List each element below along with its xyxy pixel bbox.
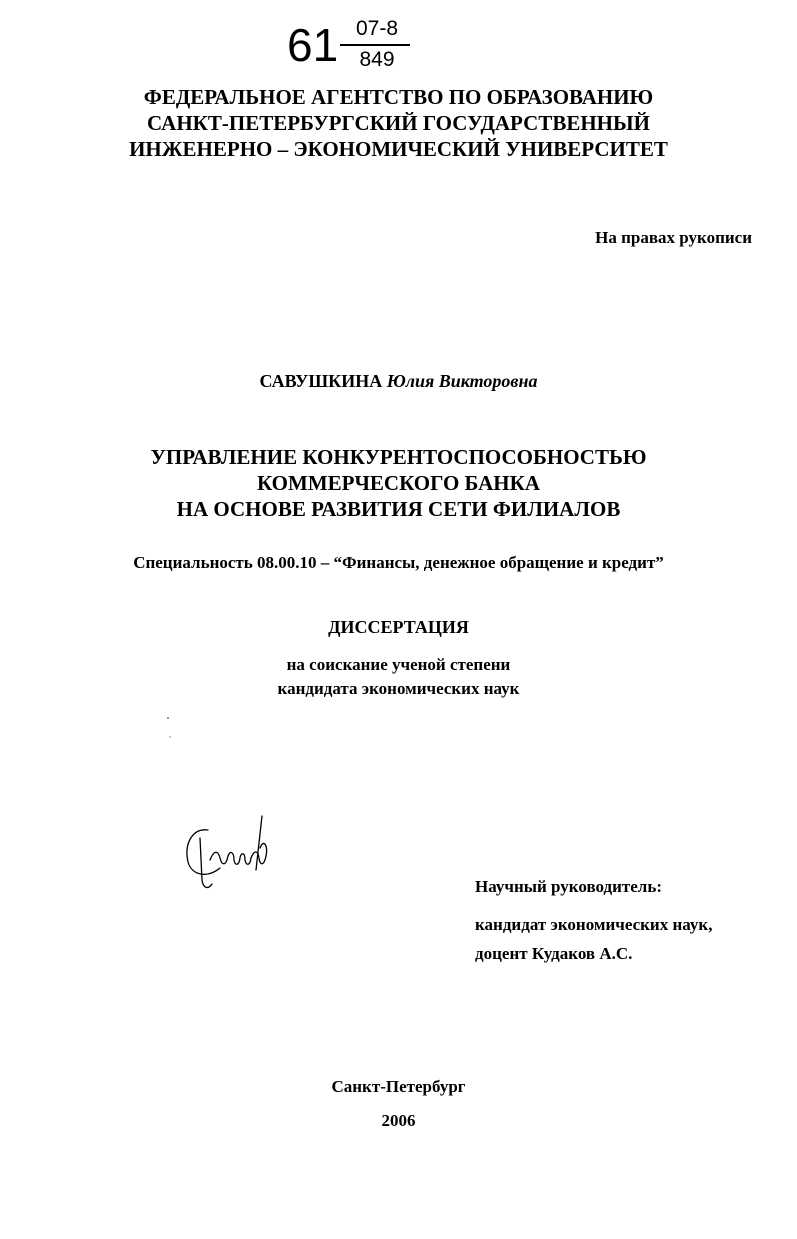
signature [178,810,278,895]
title-line-2: КОММЕРЧЕСКОГО БАНКА [256,471,541,495]
degree-line-2: кандидата экономических наук [277,679,520,698]
author-surname: САВУШКИНА [259,371,383,391]
degree-line-1: на соискание ученой степени [286,655,511,674]
institution-line-1: ФЕДЕРАЛЬНОЕ АГЕНТСТВО ПО ОБРАЗОВАНИЮ [143,85,654,109]
advisor-heading: Научный руководитель: [475,877,662,896]
catalog-fraction-bottom: 849 [359,48,395,71]
author-given-names: Юлия Викторовна [386,371,538,391]
institution-line-3: ИНЖЕНЕРНО – ЭКОНОМИЧЕСКИЙ УНИВЕРСИТЕТ [129,137,668,161]
institution-line-2: САНКТ-ПЕТЕРБУРГСКИЙ ГОСУДАРСТВЕННЫЙ [147,111,650,135]
advisor-name: доцент Кудаков А.С. [475,944,633,963]
document-type: ДИССЕРТАЦИЯ [328,617,469,637]
advisor-degree: кандидат экономических наук, [475,915,713,934]
catalog-fraction-top: 07-8 [355,17,399,40]
author-name [0,371,797,392]
catalog-number: 61 [287,19,339,71]
city: Санкт-Петербург [331,1077,466,1096]
rights-note: На правах рукописи [595,228,752,247]
title-line-3: НА ОСНОВЕ РАЗВИТИЯ СЕТИ ФИЛИАЛОВ [176,497,621,521]
catalog-fraction-bar [340,44,410,46]
year: 2006 [381,1111,416,1130]
title-line-1: УПРАВЛЕНИЕ КОНКУРЕНТОСПОСОБНОСТЬЮ [150,445,647,469]
specialty: Специальность 08.00.10 – “Финансы, денежное обращение и кредит” [133,553,664,572]
